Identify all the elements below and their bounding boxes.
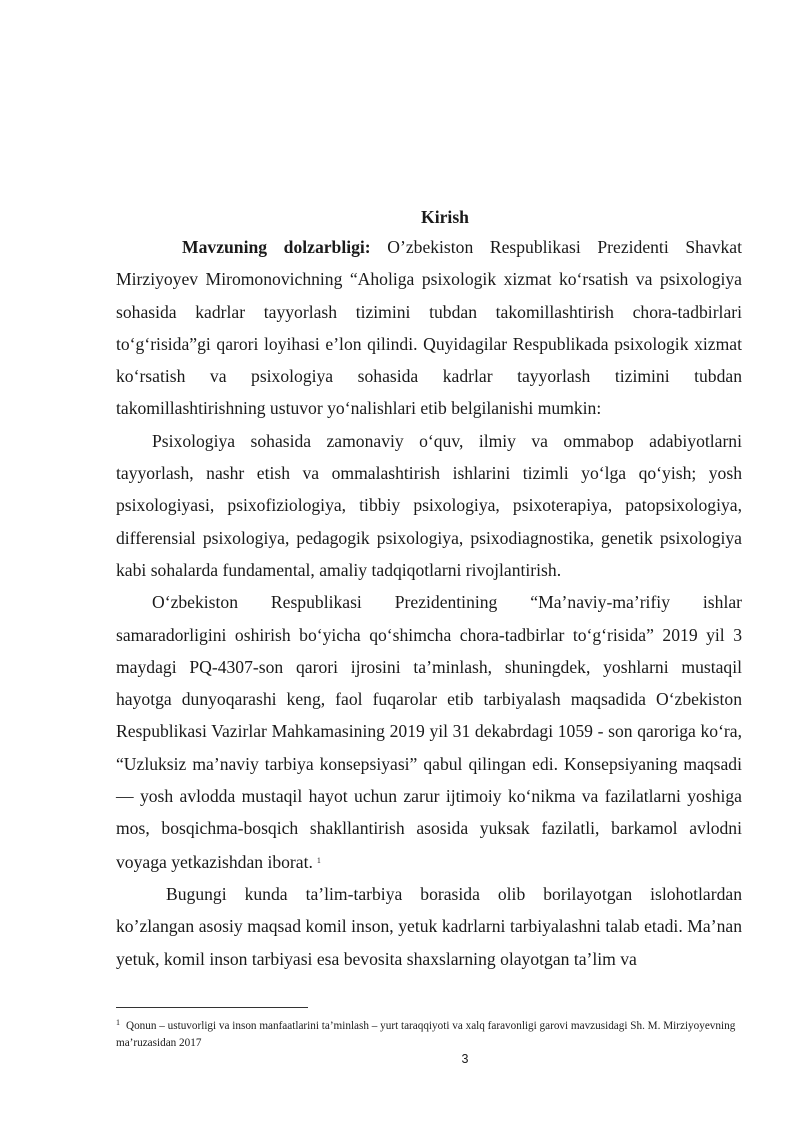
- footnote: [116, 1014, 742, 1052]
- relevance-text: O’zbekiston Respublikasi Prezidenti Shavkat Mirziyoyev Miromonovichning “Aholiga psixologik xizmat ko‘rsatish va psixologiya sohasida kadrlar tayyorlash tizimini tubdan takomillashtirish chora-tadbirlari to‘g‘risida”gi qarori loyihasi e’lon qilindi. Quyidagilar Respublikada psixologik xizmat ko‘rsatish va psixologiya sohasida kadrlar tayyorlash tizimini tubdan takomillashtirishning ustuvor yo‘nalishlari etib belgilanishi mumkin:: [116, 237, 743, 419]
- relevance-label: Mavzuning dolzarbligi:: [182, 237, 371, 257]
- paragraph-psychology-fields: Psixologiya sohasida zamonaviy o‘quv, ilmiy va ommabop adabiyotlarni tayyorlash, nashr etish va ommalashtirish ishlarini tizimli yo‘lga qo‘yish; yosh psixologiyasi, psixofiziologiya, tibbiy psixologiya, psixoterapiya, patopsixologiya, differensial psixologiya, pedagogik psixologiya, psixodiagnostika, genetik psixologiya kabi sohalarda fundamental, amaliy tadqiqotlarni rivojlantirish.: [116, 430, 742, 580]
- paragraph-spiritual-education: [116, 586, 742, 878]
- footnote-number: 1: [116, 1018, 120, 1027]
- footnote-divider: [116, 1007, 308, 1008]
- paragraph-education-reforms: Bugungi kunda ta’lim-tarbiya borasida olib borilayotgan islohotlardan ko’zlangan asosiy maqsad komil inson, yetuk kadrlarni tarbiyalashni talab etadi. Ma’nan yetuk, komil inson tarbiyasi esa bevosita shaxslarning olayotgan ta’lim va: [116, 883, 742, 969]
- footnote-text: Qonun – ustuvorligi va inson manfaatlarini ta’minlash – yurt taraqqiyoti va xalq faravonligi garovi mavzusidagi Sh. M. Mirziyoyevning ma’ruzasidan 2017: [116, 1020, 736, 1049]
- paragraph-relevance: [116, 231, 742, 425]
- page-number: 3: [461, 1052, 469, 1066]
- footnote-reference[interactable]: 1: [316, 855, 321, 865]
- section-heading: Kirish: [421, 207, 469, 227]
- spiritual-education-text: O‘zbekiston Respublikasi Prezidentining “Ma’naviy-ma’rifiy ishlar samaradorligini oshirish bo‘yicha qo‘shimcha chora-tadbirlar to‘g‘risida” 2019 yil 3 maydagi PQ-4307-son qarori ijrosini ta’minlash, shuningdek, yoshlarni mustaqil hayotga dunyoqarashi keng, faol fuqarolar etib tarbiyalash maqsadida O‘zbekiston Respublikasi Vazirlar Mahkamasining 2019 yil 31 dekabrdagi 1059 - son qaroriga ko‘ra, “Uzluksiz ma’naviy tarbiya konsepsiyasi” qabul qilingan edi. Konsepsiyaning maqsadi — yosh avlodda mustaqil hayot uchun zarur ijtimoiy ko‘nikma va fazilatlarni yoshiga mos, bosqichma-bosqich shakllantirish asosida yuksak fazilatli, barkamol avlodni voyaga yetkazishdan iborat.: [116, 592, 742, 872]
- body-text: [116, 231, 742, 975]
